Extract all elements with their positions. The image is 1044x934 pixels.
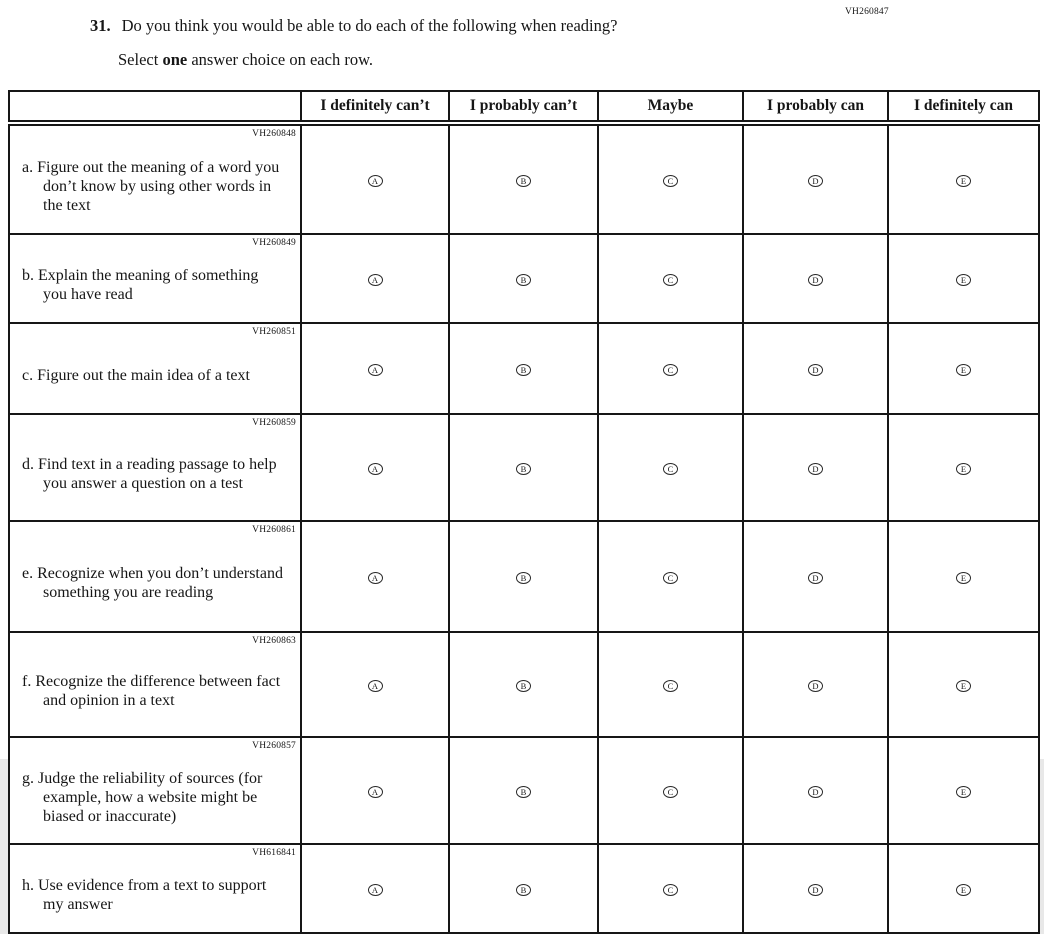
bubble-c-row-d[interactable]: C	[663, 463, 678, 475]
header-row	[9, 91, 1039, 123]
bubble-a-row-e[interactable]: A	[368, 572, 383, 584]
answer-cell	[449, 844, 598, 933]
answer-cell	[743, 521, 888, 632]
row-text-g	[22, 769, 286, 826]
column-header-maybe: Maybe	[598, 91, 743, 123]
row-statement-b: Explain the meaning of something you have read	[38, 267, 259, 303]
row-code-f: VH260863	[252, 636, 296, 646]
answer-cell	[449, 323, 598, 414]
bubble-e-row-b[interactable]: E	[956, 274, 971, 286]
row-code-a: VH260848	[252, 129, 296, 139]
answer-cell	[743, 414, 888, 521]
question-number: 31.	[90, 16, 111, 35]
bubble-a-row-b[interactable]: A	[368, 274, 383, 286]
answer-cell	[598, 737, 743, 844]
instruction-bold-word: one	[162, 50, 188, 69]
bubble-d-row-a[interactable]: D	[808, 175, 823, 187]
row-text-c	[22, 366, 286, 385]
question-line	[90, 16, 890, 36]
instruction-line	[118, 50, 818, 70]
bubble-a-row-f[interactable]: A	[368, 680, 383, 692]
bubble-d-row-h[interactable]: D	[808, 884, 823, 896]
answer-cell	[301, 737, 449, 844]
answer-cell	[449, 521, 598, 632]
answer-cell	[743, 234, 888, 323]
column-header-probably-cant: I probably can’t	[449, 91, 598, 123]
form-code: VH260847	[845, 7, 889, 17]
bubble-b-row-h[interactable]: B	[516, 884, 531, 896]
answer-cell	[598, 414, 743, 521]
row-statement-e: Recognize when you don’t understand something you are reading	[37, 565, 283, 601]
bubble-e-row-h[interactable]: E	[956, 884, 971, 896]
table-row-g	[9, 737, 1039, 844]
row-statement-c: Figure out the main idea of a text	[37, 366, 250, 384]
bubble-b-row-g[interactable]: B	[516, 786, 531, 798]
row-code-g: VH260857	[252, 741, 296, 751]
table-row-b	[9, 234, 1039, 323]
bubble-b-row-c[interactable]: B	[516, 364, 531, 376]
answer-cell	[598, 123, 743, 234]
bubble-d-row-e[interactable]: D	[808, 572, 823, 584]
table-row-e	[9, 521, 1039, 632]
answer-cell	[301, 123, 449, 234]
answer-cell	[743, 632, 888, 737]
row-label-cell-d	[9, 414, 301, 521]
table-row-h	[9, 844, 1039, 933]
corner-cell	[9, 91, 301, 123]
response-matrix	[8, 90, 1040, 934]
row-text-d	[22, 455, 286, 493]
row-letter-e: e.	[22, 565, 34, 582]
instruction-suffix: answer choice on each row.	[187, 50, 374, 69]
bubble-e-row-a[interactable]: E	[956, 175, 971, 187]
bubble-a-row-a[interactable]: A	[368, 175, 383, 187]
answer-cell	[301, 632, 449, 737]
answer-cell	[301, 521, 449, 632]
bubble-a-row-h[interactable]: A	[368, 884, 383, 896]
bubble-c-row-b[interactable]: C	[663, 274, 678, 286]
row-text-e	[22, 564, 286, 602]
answer-cell	[449, 234, 598, 323]
row-statement-f: Recognize the difference between fact and opinion in a text	[35, 673, 281, 709]
bubble-b-row-f[interactable]: B	[516, 680, 531, 692]
row-label-cell-c	[9, 323, 301, 414]
row-letter-a: a.	[22, 158, 34, 176]
row-statement-h: Use evidence from a text to support my answer	[38, 877, 267, 913]
bubble-a-row-g[interactable]: A	[368, 786, 383, 798]
table-row-a	[9, 123, 1039, 234]
bubble-c-row-h[interactable]: C	[663, 884, 678, 896]
table-row-c	[9, 323, 1039, 414]
bubble-e-row-d[interactable]: E	[956, 463, 971, 475]
question-text: Do you think you would be able to do each of the following when reading?	[121, 16, 618, 35]
row-text-b	[22, 266, 286, 304]
row-label-cell-e	[9, 521, 301, 632]
row-letter-d: d.	[22, 456, 34, 473]
row-code-c: VH260851	[252, 327, 296, 337]
row-statement-g: Judge the reliability of sources (for example, how a website might be biased or inaccurate)	[38, 769, 263, 825]
bubble-b-row-e[interactable]: B	[516, 572, 531, 584]
bubble-e-row-f[interactable]: E	[956, 680, 971, 692]
answer-cell	[301, 844, 449, 933]
bubble-d-row-b[interactable]: D	[808, 274, 823, 286]
table-row-f	[9, 632, 1039, 737]
answer-cell	[598, 323, 743, 414]
answer-cell	[888, 234, 1039, 323]
bubble-c-row-g[interactable]: C	[663, 786, 678, 798]
bubble-c-row-e[interactable]: C	[663, 572, 678, 584]
row-statement-d: Find text in a reading passage to help you answer a question on a test	[38, 456, 277, 492]
instruction-prefix: Select	[118, 50, 163, 69]
bubble-e-row-g[interactable]: E	[956, 786, 971, 798]
answer-cell	[888, 521, 1039, 632]
answer-cell	[888, 737, 1039, 844]
answer-cell	[449, 414, 598, 521]
row-label-cell-h	[9, 844, 301, 933]
bubble-b-row-d[interactable]: B	[516, 463, 531, 475]
bubble-d-row-d[interactable]: D	[808, 463, 823, 475]
row-letter-f: f.	[22, 673, 32, 690]
row-text-f	[22, 672, 286, 710]
answer-cell	[888, 323, 1039, 414]
bubble-a-row-c[interactable]: A	[368, 364, 383, 376]
bubble-e-row-c[interactable]: E	[956, 364, 971, 376]
answer-cell	[743, 844, 888, 933]
column-header-definitely-cant: I definitely can’t	[301, 91, 449, 123]
row-letter-c: c.	[22, 366, 34, 384]
answer-cell	[888, 632, 1039, 737]
column-header-probably-can: I probably can	[743, 91, 888, 123]
row-letter-g: g.	[22, 769, 34, 787]
answer-cell	[301, 234, 449, 323]
answer-cell	[449, 123, 598, 234]
row-code-d: VH260859	[252, 418, 296, 428]
answer-cell	[743, 323, 888, 414]
row-text-h	[22, 876, 286, 914]
bubble-d-row-f[interactable]: D	[808, 680, 823, 692]
answer-cell	[598, 234, 743, 323]
answer-cell	[449, 737, 598, 844]
answer-cell	[888, 123, 1039, 234]
row-label-cell-g	[9, 737, 301, 844]
answer-cell	[301, 323, 449, 414]
row-text-a	[22, 158, 286, 215]
bubble-e-row-e[interactable]: E	[956, 572, 971, 584]
bubble-b-row-a[interactable]: B	[516, 175, 531, 187]
answer-cell	[888, 414, 1039, 521]
row-letter-b: b.	[22, 267, 34, 284]
bubble-b-row-b[interactable]: B	[516, 274, 531, 286]
bubble-c-row-a[interactable]: C	[663, 175, 678, 187]
answer-cell	[598, 521, 743, 632]
answer-cell	[743, 737, 888, 844]
row-statement-a: Figure out the meaning of a word you don’t know by using other words in the text	[37, 158, 280, 214]
column-header-definitely-can: I definitely can	[888, 91, 1039, 123]
answer-cell	[449, 632, 598, 737]
row-label-cell-a	[9, 123, 301, 234]
row-label-cell-f	[9, 632, 301, 737]
table-row-d	[9, 414, 1039, 521]
bubble-c-row-f[interactable]: C	[663, 680, 678, 692]
row-code-h: VH616841	[252, 848, 296, 858]
answer-cell	[888, 844, 1039, 933]
bubble-a-row-d[interactable]: A	[368, 463, 383, 475]
answer-cell	[743, 123, 888, 234]
answer-cell	[301, 414, 449, 521]
row-letter-h: h.	[22, 877, 34, 894]
answer-cell	[598, 632, 743, 737]
row-code-e: VH260861	[252, 525, 296, 535]
bubble-d-row-c[interactable]: D	[808, 364, 823, 376]
row-label-cell-b	[9, 234, 301, 323]
row-code-b: VH260849	[252, 238, 296, 248]
bubble-c-row-c[interactable]: C	[663, 364, 678, 376]
bubble-d-row-g[interactable]: D	[808, 786, 823, 798]
answer-cell	[598, 844, 743, 933]
